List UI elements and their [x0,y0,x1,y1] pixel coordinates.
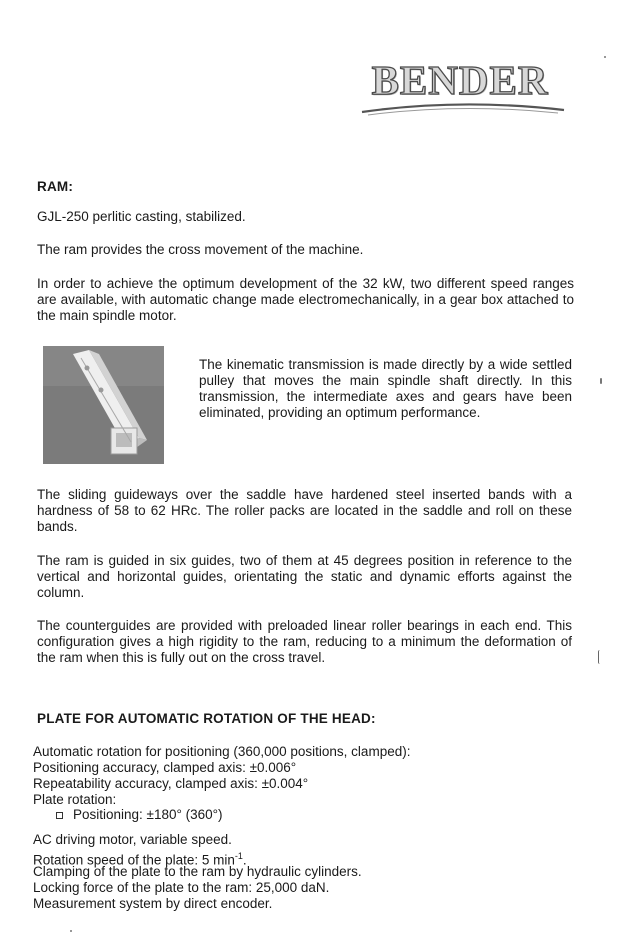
logo-text: BENDER [371,57,549,103]
bender-logo [360,52,566,128]
scan-mark [600,378,602,384]
spec-line: Automatic rotation for positioning (360,000 positions, clamped): [33,744,411,759]
scan-mark [604,56,606,58]
sliding-guideways: The sliding guideways over the saddle have hardened steel inserted bands with a hardness of 58 to 62 HRc. The roller packs are located in the saddle and roll on these bands. [37,487,572,534]
spec-line: Clamping of the plate to the ram by hydraulic cylinders. [33,864,362,879]
rotation-speed-text: Rotation speed of the plate: 5 min [33,852,235,868]
logo-swoosh-icon [360,96,566,124]
ram-speed-ranges: In order to achieve the optimum development of the 32 kW, two different speed ranges are available, with automatic change made electromechanically, in a gear box attached to the main spindle motor. [37,276,574,323]
ram-heading: RAM: [37,179,74,194]
spec-line: AC driving motor, variable speed. [33,832,232,847]
spec-line: Repeatability accuracy, clamped axis: ±0.004° [33,776,309,791]
scan-mark [598,650,602,664]
rotation-speed-exponent: -1 [234,851,243,861]
spec-line: Plate rotation: [33,792,117,807]
bullet-item: Positioning: ±180° (360°) [73,807,223,822]
plate-heading: PLATE FOR AUTOMATIC ROTATION OF THE HEAD: [37,711,376,726]
spec-line: Locking force of the plate to the ram: 25,000 daN. [33,880,330,895]
spec-line: Positioning accuracy, clamped axis: ±0.006° [33,760,297,775]
ram-image [43,346,164,464]
ram-material: GJL-250 perlitic casting, stabilized. [37,209,246,224]
ram-guides: The ram is guided in six guides, two of them at 45 degrees position in reference to the vertical and horizontal guides, orientating the static and dynamic efforts against the column. [37,553,572,600]
scan-mark [70,930,72,932]
rotation-speed-end: . [242,852,247,868]
counterguides: The counterguides are provided with preloaded linear roller bearings in each end. This configuration gives a high rigidity to the ram, reducing to a minimum the deformation of the ram when this is fully out on the cross travel. [37,618,572,665]
ram-cross-movement: The ram provides the cross movement of the machine. [37,242,364,257]
bullet-square-icon [56,812,63,819]
kinematic-transmission: The kinematic transmission is made directly by a wide settled pulley that moves the main spindle shaft directly. In this transmission, the intermediate axes and gears have been eliminated, providing an optimum performance. [199,357,572,420]
ram-photo [43,346,164,464]
spec-line: Measurement system by direct encoder. [33,896,273,911]
